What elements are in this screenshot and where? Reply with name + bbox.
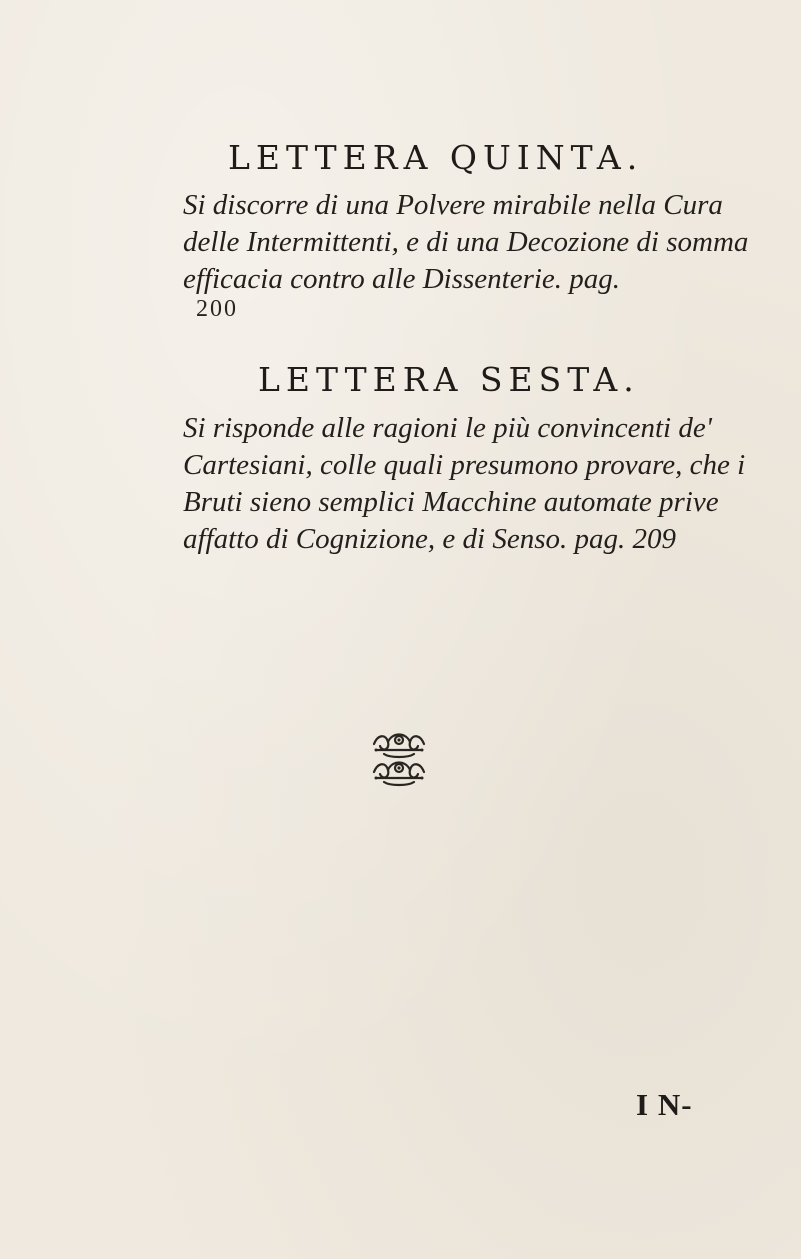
section-summary-lettera-quinta: Si discorre di una Polvere mirabile nella Cura delle Intermittenti, e di una Decozione di somma efficacia contro alle Dissenterie. pag. — [183, 189, 749, 295]
printers-ornament-icon — [368, 728, 430, 790]
page-reference-number: 200 — [196, 296, 238, 322]
catchword: I N- — [636, 1087, 693, 1122]
section-summary-lettera-sesta: Si risponde alle ragioni le più convincenti de' Cartesiani, colle quali presumono provare, che i Bruti sieno semplici Macchine automate prive affatto di Cognizione, e di Senso. pag. 209 — [183, 412, 746, 555]
section-heading-lettera-sesta: LETTERA SESTA. — [258, 360, 640, 399]
section-heading-lettera-quinta: LETTERA QUINTA. — [228, 138, 644, 177]
